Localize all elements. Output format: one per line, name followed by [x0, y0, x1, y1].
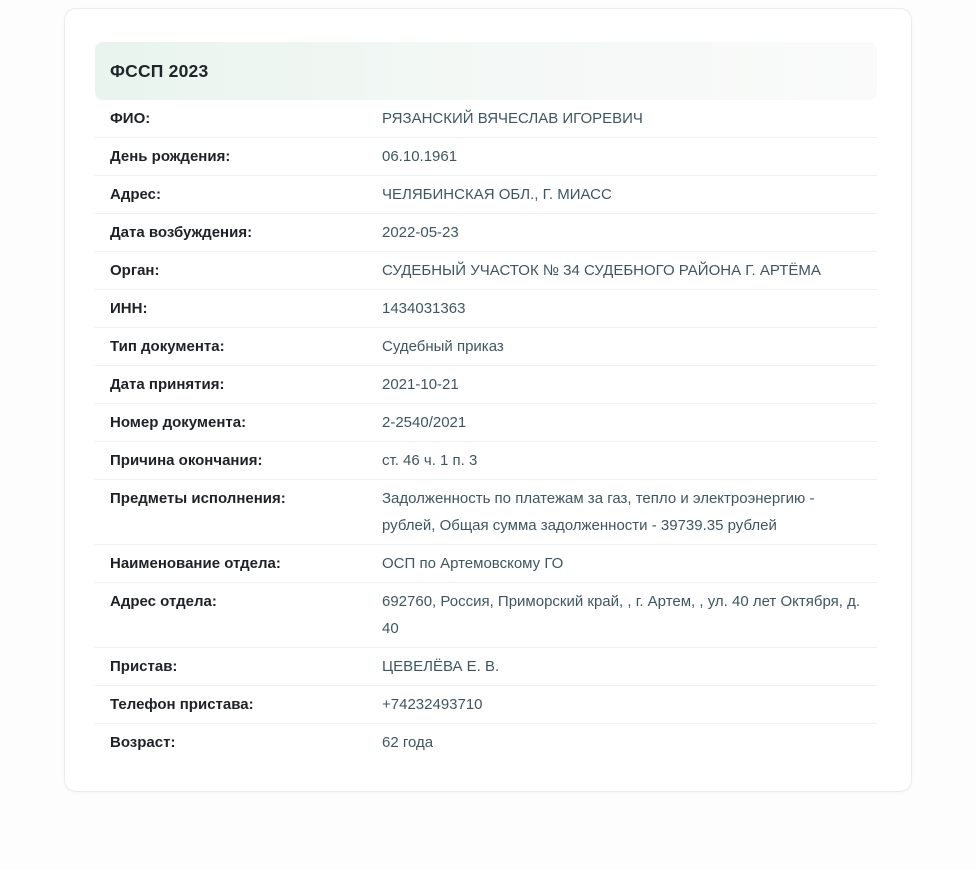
table-row	[95, 686, 877, 724]
row-label: ФИО:	[110, 110, 151, 127]
table-row	[95, 724, 877, 761]
row-value: РЯЗАНСКИЙ ВЯЧЕСЛАВ ИГОРЕВИЧ	[382, 110, 643, 127]
table-row	[95, 138, 877, 176]
row-value: 2-2540/2021	[382, 414, 467, 431]
card-title: ФССП 2023	[110, 60, 209, 81]
table-row	[95, 545, 877, 583]
row-value: ст. 46 ч. 1 п. 3	[382, 452, 478, 469]
table-row	[95, 480, 877, 545]
row-value: ОСП по Артемовскому ГО	[382, 555, 564, 572]
row-value: 06.10.1961	[382, 148, 458, 165]
record-card	[64, 8, 912, 792]
row-value: ЧЕЛЯБИНСКАЯ ОБЛ., Г. МИАСС	[382, 186, 612, 203]
row-label: Пристав:	[110, 658, 178, 675]
table-row	[95, 366, 877, 404]
row-value: Судебный приказ	[382, 338, 504, 355]
row-value: 62 года	[382, 734, 434, 751]
table-row	[95, 583, 877, 648]
row-label: Предметы исполнения:	[110, 490, 286, 507]
row-label: День рождения:	[110, 148, 231, 165]
card-header	[95, 42, 877, 100]
row-label: Адрес:	[110, 186, 161, 203]
row-label: Дата возбуждения:	[110, 224, 253, 241]
row-label: ИНН:	[110, 300, 148, 317]
row-label: Адрес отдела:	[110, 593, 217, 610]
table-row	[95, 252, 877, 290]
table-row	[95, 648, 877, 686]
table-row	[95, 404, 877, 442]
row-value: 1434031363	[382, 300, 466, 317]
row-value: 2021-10-21	[382, 376, 459, 393]
record-rows	[95, 100, 877, 761]
row-value: 692760, Россия, Приморский край, , г. Артем, , ул. 40 лет Октября, д. 40	[382, 593, 860, 637]
row-label: Наименование отдела:	[110, 555, 281, 572]
row-value: Задолженность по платежам за газ, тепло и электроэнергию - рублей, Общая сумма задолженности - 39739.35 рублей	[382, 490, 815, 534]
table-row	[95, 214, 877, 252]
row-value: СУДЕБНЫЙ УЧАСТОК № 34 СУДЕБНОГО РАЙОНА Г. АРТЁМА	[382, 262, 821, 279]
table-row	[95, 290, 877, 328]
row-label: Номер документа:	[110, 414, 247, 431]
row-label: Причина окончания:	[110, 452, 263, 469]
row-label: Телефон пристава:	[110, 696, 254, 713]
row-label: Возраст:	[110, 734, 176, 751]
table-row	[95, 328, 877, 366]
row-label: Орган:	[110, 262, 160, 279]
row-label: Дата принятия:	[110, 376, 225, 393]
table-row	[95, 442, 877, 480]
row-value: 2022-05-23	[382, 224, 459, 241]
table-row	[95, 176, 877, 214]
row-label: Тип документа:	[110, 338, 225, 355]
table-row	[95, 100, 877, 138]
row-value: ЦЕВЕЛЁВА Е. В.	[382, 658, 500, 675]
row-value: +74232493710	[382, 696, 483, 713]
